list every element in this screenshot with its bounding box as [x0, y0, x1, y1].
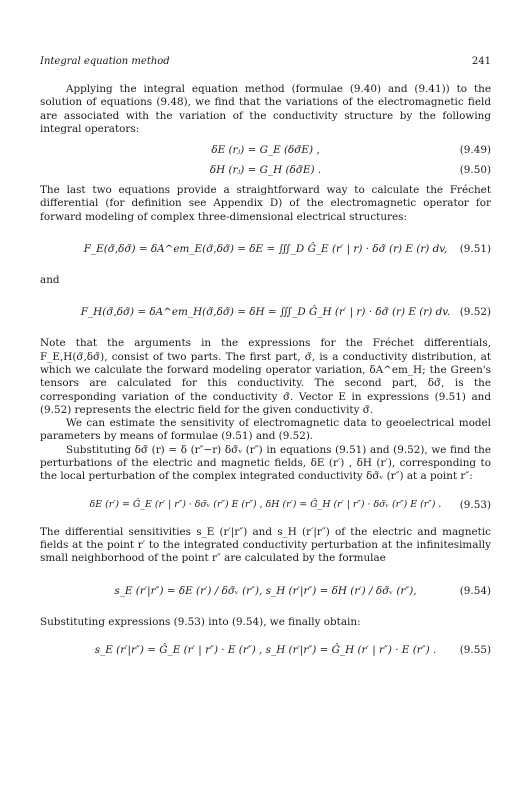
paragraph: The differential sensitivities s_E (r′|r″) and s_H (r′|r″) of the electric and magnetic fields at the point r′ to the integrated conductivity perturbation at the infinitesimally small neighborhood of the point r″ are calculated by the formulae: [40, 525, 491, 565]
equation-number: (9.49): [459, 144, 491, 157]
equation-number: (9.55): [459, 643, 491, 656]
equation-9-52: [40, 295, 491, 329]
equation-9-55: [40, 637, 491, 663]
running-head-title: Integral equation method: [40, 56, 170, 67]
equation-9-54: [40, 574, 491, 608]
paragraph: Substituting δσ̃ (r) = δ (r″−r) δσ̃ᵥ (r″) in equations (9.51) and (9.52), we find the perturbations of the electric and magnetic fields, δE (r′) , δH (r′), corresponding to the local perturbation of the complex integrated conductivity δσ̃ᵥ (r″) at a point r″:: [40, 443, 491, 483]
connective-text: and: [40, 274, 60, 287]
equation-number: (9.54): [459, 584, 491, 597]
equation-body: δE (rⱼ) = G_E (δσ̃E) ,: [211, 144, 320, 157]
equation-body: F_H(σ̃,δσ̃) = δA^em_H(σ̃,δσ̃) = δH = ∭_D Ĝ_H (r′ | r) · δσ̃ (r) E (r) dv.: [80, 306, 451, 319]
equation-9-50: [40, 164, 491, 176]
equation-9-51: [40, 232, 491, 266]
equation-number: (9.53): [459, 498, 491, 511]
paragraph: We can estimate the sensitivity of electromagnetic data to geoelectrical model parameters by means of formulae (9.51) and (9.52).: [40, 417, 491, 443]
equation-9-49: [40, 144, 491, 156]
equation-number: (9.50): [459, 164, 491, 177]
equation-body: s_E (r′|r″) = Ĝ_E (r′ | r″) · E (r″) , s_H (r′|r″) = Ĝ_H (r′ | r″) · E (r″) .: [94, 643, 437, 656]
equation-body: s_E (r′|r″) = δE (r′) / δσ̃ᵥ (r″), s_H (r′|r″) = δH (r′) / δσ̃ᵥ (r″),: [114, 584, 417, 597]
paragraph: The last two equations provide a straightforward way to calculate the Fréchet differential (for definition see Appendix D) of the electromagnetic operator for forward modeling of complex three-dimensional electrical structures:: [40, 184, 491, 223]
equation-9-53: [40, 492, 491, 518]
equation-body: F_E(σ̃,δσ̃) = δA^em_E(σ̃,δσ̃) = δE = ∭_D Ĝ_E (r′ | r) · δσ̃ (r) E (r) dv,: [83, 243, 448, 256]
equation-body: δH (rⱼ) = G_H (δσ̃E) .: [209, 164, 322, 177]
paragraph: Substituting expressions (9.53) into (9.54), we finally obtain:: [40, 615, 361, 628]
equation-body: δE (r′) = Ĝ_E (r′ | r″) · δσ̃ᵥ (r″) E (r″) , δH (r′) = Ĝ_H (r′ | r″) · δσ̃ᵥ (r″) E (r″) .: [89, 499, 442, 511]
paragraph: Applying the integral equation method (formulae (9.40) and (9.41)) to the solution of equations (9.48), we find that the variations of the electromagnetic field are associated with the variation of the conductivity structure by the following integral operators:: [40, 83, 491, 135]
page-number: 241: [471, 56, 491, 67]
equation-number: (9.52): [459, 306, 491, 319]
running-head: [40, 56, 491, 67]
equation-number: (9.51): [459, 243, 491, 256]
paragraph: Note that the arguments in the expressions for the Fréchet differentials, F_E,H(σ̃,δσ̃), consist of two parts. The first part, σ̃, is a conductivity distribution, at which we calculate the forward modeling operator variation, δA^em_H; the Green's tensors are calculated for this conductivity. The second part, δσ̃, is the corresponding variation of the conductivity σ̃. Vector E in expressions (9.51) and (9.52) represents the electric field for the given conductivity σ̃.: [40, 337, 491, 416]
